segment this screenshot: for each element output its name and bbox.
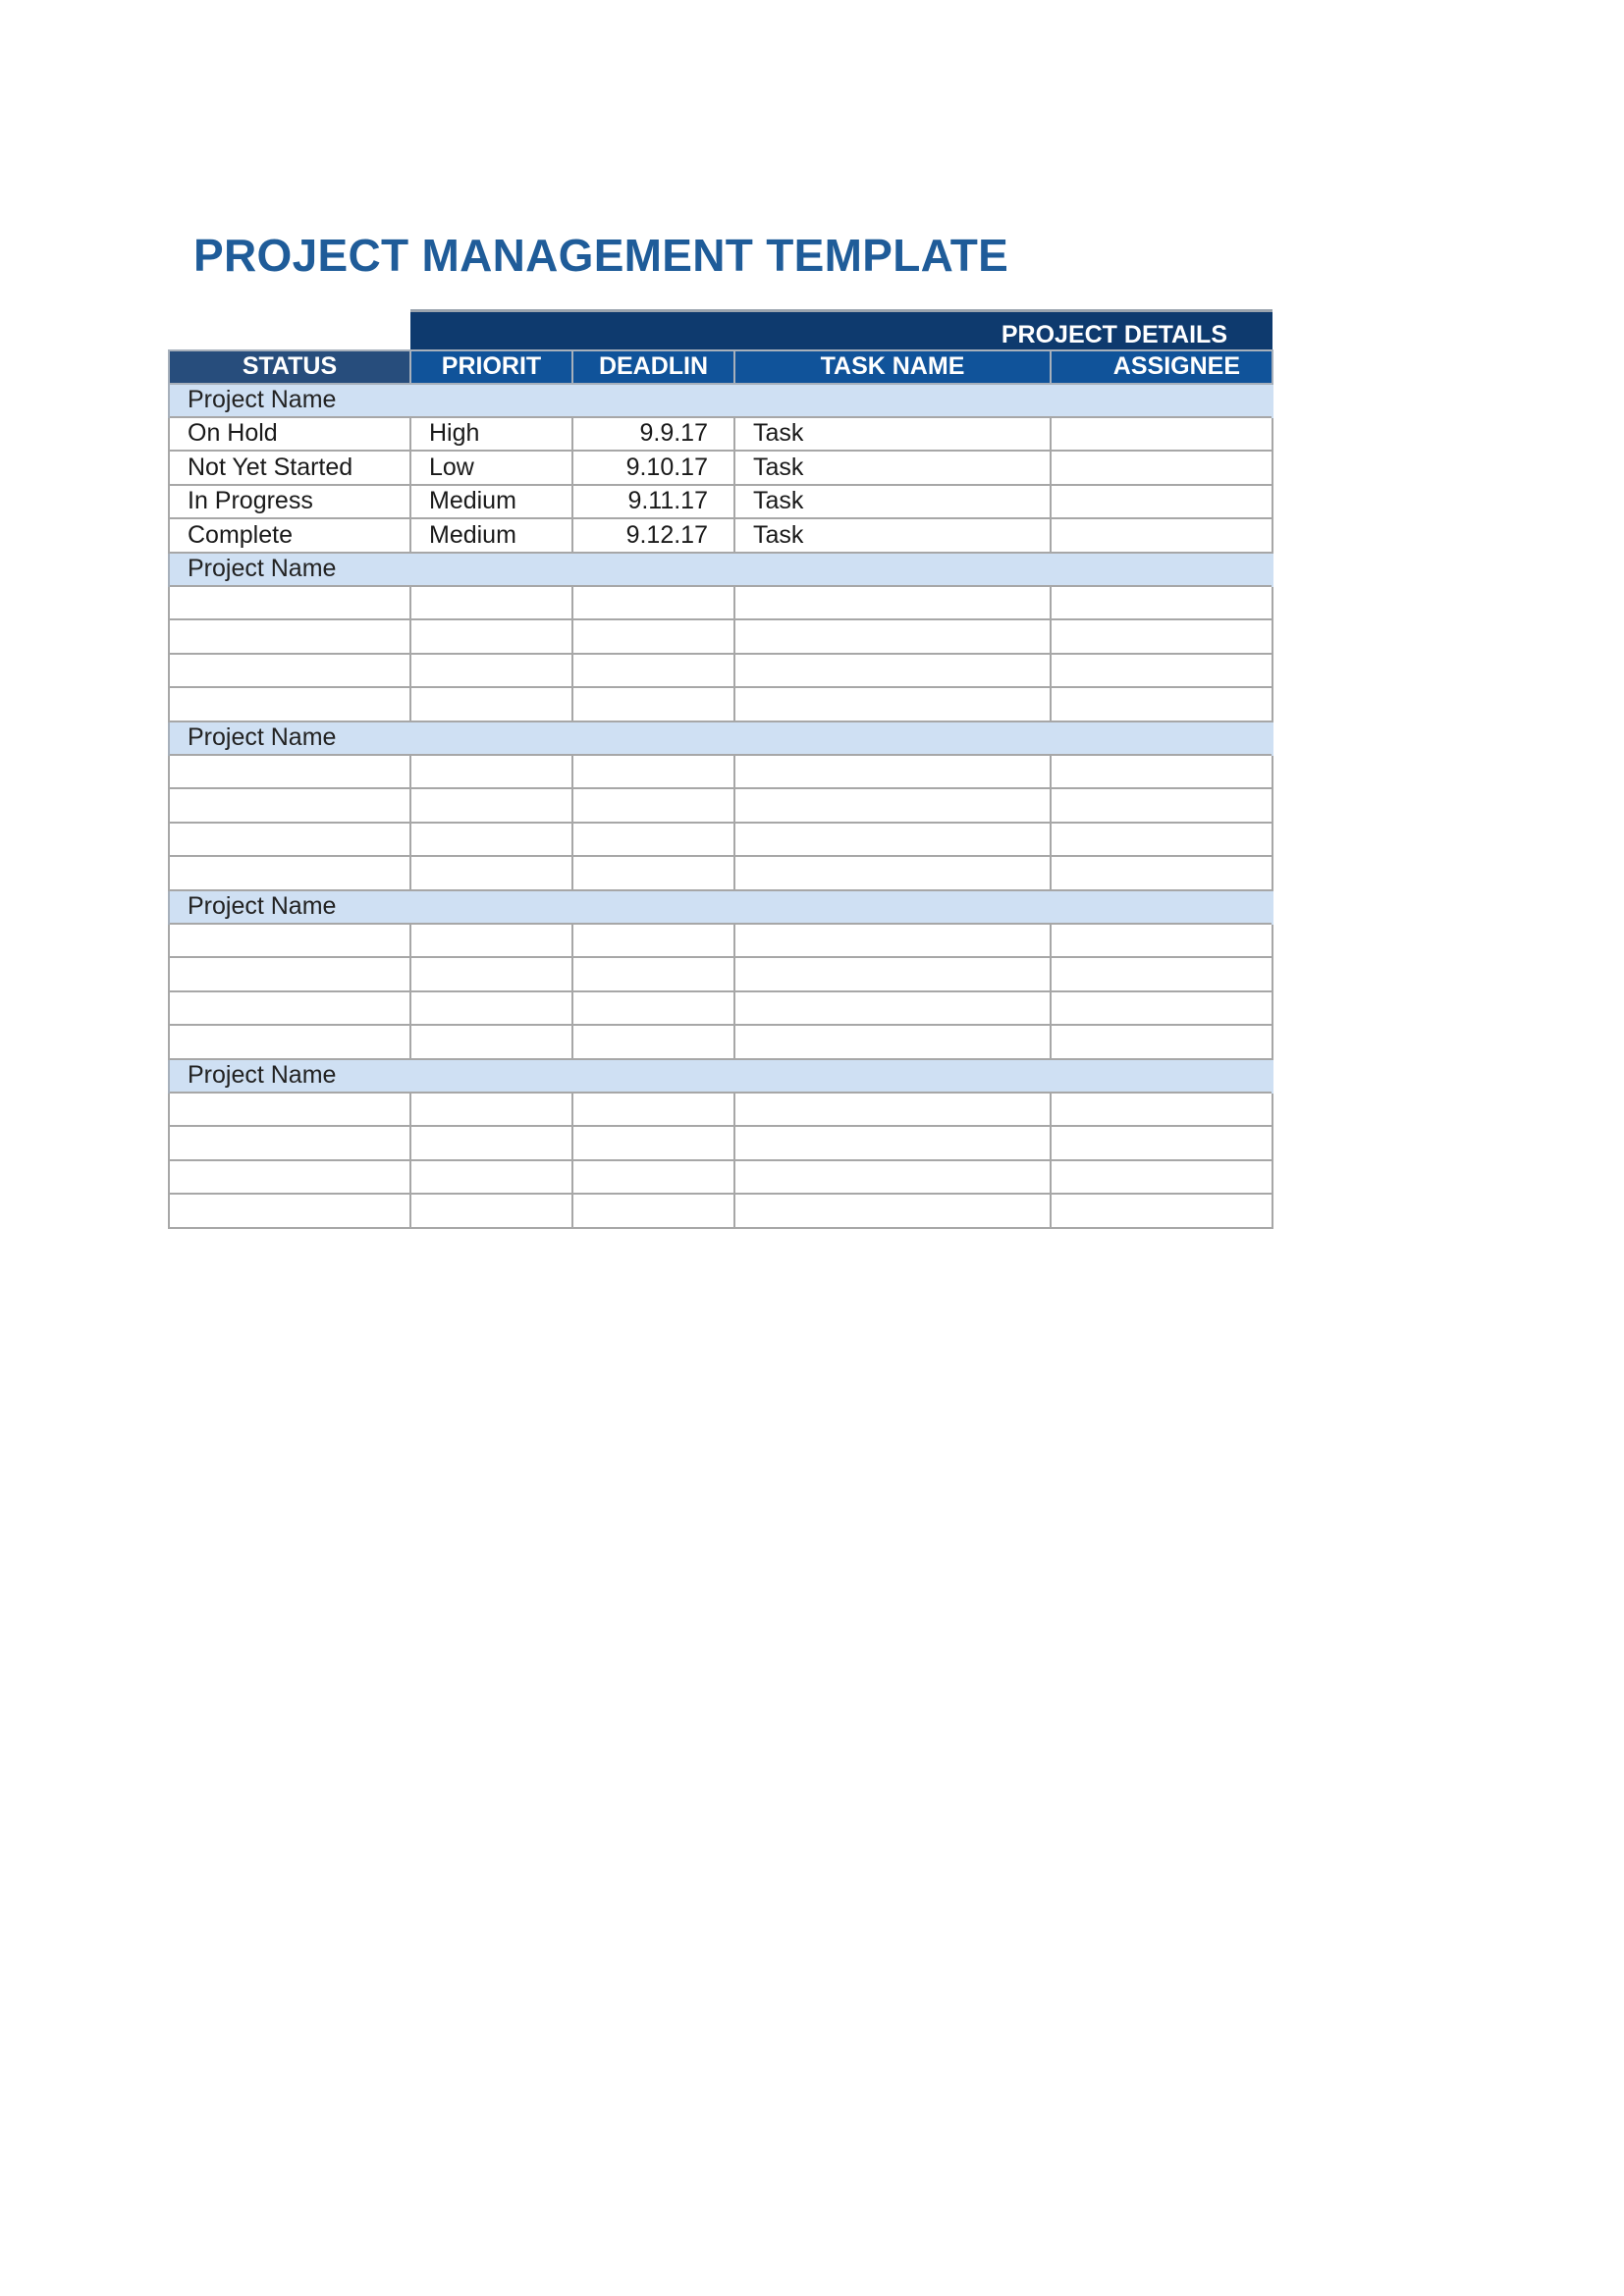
cell-task[interactable] (734, 856, 1051, 890)
cell-status[interactable]: Complete (169, 518, 410, 553)
project-name-cell[interactable]: Project Name (169, 890, 1272, 924)
cell-deadline[interactable] (572, 619, 734, 654)
column-header-row (169, 350, 1272, 384)
cell-task[interactable] (734, 619, 1051, 654)
cell-assignee[interactable] (1051, 856, 1272, 890)
cell-priority[interactable]: High (410, 417, 572, 452)
cell-priority[interactable] (410, 1093, 572, 1127)
project-group-row (169, 553, 1272, 586)
cell-assignee[interactable] (1051, 451, 1272, 485)
project-details-header: PROJECT DETAILS (410, 311, 1272, 350)
cell-deadline[interactable] (572, 755, 734, 789)
cell-priority[interactable] (410, 1126, 572, 1160)
cell-priority[interactable] (410, 1160, 572, 1195)
cell-assignee[interactable] (1051, 417, 1272, 452)
cell-deadline[interactable]: 9.10.17 (572, 451, 734, 485)
column-header-status: STATUS (169, 350, 410, 384)
table-row (169, 856, 1272, 890)
cell-priority[interactable]: Medium (410, 485, 572, 519)
table-row (169, 687, 1272, 721)
cell-task[interactable] (734, 1160, 1051, 1195)
cell-deadline[interactable] (572, 687, 734, 721)
cell-priority[interactable] (410, 991, 572, 1026)
cell-assignee[interactable] (1051, 823, 1272, 857)
table-row (169, 1160, 1272, 1195)
project-group-row (169, 384, 1272, 417)
table-row (169, 924, 1272, 958)
cell-deadline[interactable] (572, 788, 734, 823)
cell-task[interactable] (734, 654, 1051, 688)
cell-priority[interactable] (410, 823, 572, 857)
cell-priority[interactable] (410, 654, 572, 688)
cell-task[interactable] (734, 586, 1051, 620)
cell-status[interactable] (169, 619, 410, 654)
cell-task[interactable]: Task (734, 417, 1051, 452)
cell-task[interactable]: Task (734, 518, 1051, 553)
cell-deadline[interactable] (572, 586, 734, 620)
cell-priority[interactable] (410, 957, 572, 991)
table-row (169, 654, 1272, 688)
cell-deadline[interactable] (572, 856, 734, 890)
table-row (169, 619, 1272, 654)
cell-assignee[interactable] (1051, 687, 1272, 721)
cell-status[interactable] (169, 856, 410, 890)
cell-assignee[interactable] (1051, 1194, 1272, 1228)
table-row (169, 823, 1272, 857)
project-name-cell[interactable]: Project Name (169, 384, 1272, 417)
cell-priority[interactable] (410, 619, 572, 654)
cell-deadline[interactable] (572, 823, 734, 857)
cell-task[interactable] (734, 1025, 1051, 1059)
cell-assignee[interactable] (1051, 788, 1272, 823)
cell-status[interactable] (169, 957, 410, 991)
cell-assignee[interactable] (1051, 1025, 1272, 1059)
cell-status[interactable] (169, 823, 410, 857)
cell-priority[interactable]: Low (410, 451, 572, 485)
cell-deadline[interactable]: 9.9.17 (572, 417, 734, 452)
table-row (169, 1025, 1272, 1059)
cell-assignee[interactable] (1051, 1093, 1272, 1127)
cell-task[interactable] (734, 687, 1051, 721)
cell-priority[interactable] (410, 586, 572, 620)
table-row (169, 451, 1272, 485)
cell-status[interactable] (169, 788, 410, 823)
cell-assignee[interactable] (1051, 654, 1272, 688)
cell-status[interactable] (169, 1126, 410, 1160)
column-header-priority: PRIORIT (410, 350, 572, 384)
cell-status[interactable] (169, 1025, 410, 1059)
group-header-spacer (169, 311, 410, 350)
cell-status[interactable] (169, 1093, 410, 1127)
column-header-deadline: DEADLIN (572, 350, 734, 384)
cell-status[interactable] (169, 755, 410, 789)
cell-deadline[interactable] (572, 924, 734, 958)
cell-status[interactable] (169, 1160, 410, 1195)
cell-deadline[interactable] (572, 1093, 734, 1127)
cell-task[interactable]: Task (734, 485, 1051, 519)
cell-status[interactable] (169, 654, 410, 688)
project-group-row (169, 721, 1272, 755)
cell-deadline[interactable] (572, 1126, 734, 1160)
cell-deadline[interactable] (572, 957, 734, 991)
cell-priority[interactable] (410, 788, 572, 823)
column-header-task-name: TASK NAME (734, 350, 1051, 384)
cell-assignee[interactable] (1051, 518, 1272, 553)
table-row (169, 417, 1272, 452)
table-row (169, 755, 1272, 789)
cell-task[interactable] (734, 823, 1051, 857)
cell-assignee[interactable] (1051, 1160, 1272, 1195)
cell-status[interactable] (169, 991, 410, 1026)
cell-deadline[interactable] (572, 1194, 734, 1228)
cell-task[interactable] (734, 788, 1051, 823)
cell-status[interactable] (169, 1194, 410, 1228)
cell-priority[interactable] (410, 1025, 572, 1059)
project-name-cell[interactable]: Project Name (169, 1059, 1272, 1093)
cell-task[interactable] (734, 1093, 1051, 1127)
cell-assignee[interactable] (1051, 755, 1272, 789)
cell-task[interactable]: Task (734, 451, 1051, 485)
project-table (168, 309, 1273, 1229)
cell-status[interactable]: Not Yet Started (169, 451, 410, 485)
cell-assignee[interactable] (1051, 619, 1272, 654)
cell-deadline[interactable]: 9.12.17 (572, 518, 734, 553)
cell-status[interactable] (169, 924, 410, 958)
cell-task[interactable] (734, 991, 1051, 1026)
table-row (169, 991, 1272, 1026)
cell-task[interactable] (734, 755, 1051, 789)
table-row (169, 788, 1272, 823)
cell-status[interactable]: In Progress (169, 485, 410, 519)
project-group-row (169, 890, 1272, 924)
cell-priority[interactable] (410, 687, 572, 721)
project-name-cell[interactable]: Project Name (169, 721, 1272, 755)
cell-status[interactable] (169, 687, 410, 721)
cell-priority[interactable] (410, 924, 572, 958)
cell-assignee[interactable] (1051, 924, 1272, 958)
cell-task[interactable] (734, 957, 1051, 991)
group-header-row (169, 311, 1272, 350)
cell-priority[interactable]: Medium (410, 518, 572, 553)
cell-assignee[interactable] (1051, 586, 1272, 620)
table-row (169, 1093, 1272, 1127)
cell-deadline[interactable] (572, 1160, 734, 1195)
table-row (169, 957, 1272, 991)
cell-status[interactable]: On Hold (169, 417, 410, 452)
cell-deadline[interactable] (572, 1025, 734, 1059)
table-body (169, 384, 1272, 1228)
cell-task[interactable] (734, 1194, 1051, 1228)
project-group-row (169, 1059, 1272, 1093)
cell-status[interactable] (169, 586, 410, 620)
cell-priority[interactable] (410, 1194, 572, 1228)
table-row (169, 485, 1272, 519)
cell-priority[interactable] (410, 856, 572, 890)
page-title: PROJECT MANAGEMENT TEMPLATE (193, 230, 1009, 281)
table-row (169, 586, 1272, 620)
project-name-cell[interactable]: Project Name (169, 553, 1272, 586)
cell-assignee[interactable] (1051, 957, 1272, 991)
cell-deadline[interactable] (572, 991, 734, 1026)
cell-deadline[interactable]: 9.11.17 (572, 485, 734, 519)
table-row (169, 1126, 1272, 1160)
cell-task[interactable] (734, 1126, 1051, 1160)
column-header-assignee: ASSIGNEE (1051, 350, 1272, 384)
cell-assignee[interactable] (1051, 991, 1272, 1026)
table-row (169, 518, 1272, 553)
table-row (169, 1194, 1272, 1228)
cell-task[interactable] (734, 924, 1051, 958)
cell-priority[interactable] (410, 755, 572, 789)
cell-deadline[interactable] (572, 654, 734, 688)
cell-assignee[interactable] (1051, 1126, 1272, 1160)
cell-assignee[interactable] (1051, 485, 1272, 519)
